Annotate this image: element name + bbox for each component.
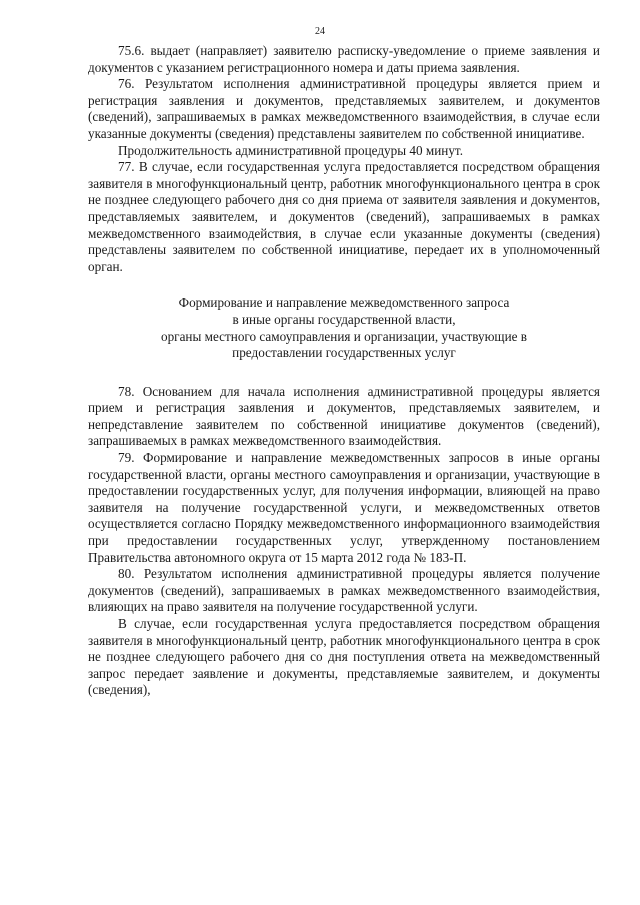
paragraph-77: 77. В случае, если государственная услуга предоставляется посредством обращения заявителя в многофункциональный центр, работник многофункционального центра в срок не позднее следующего рабочего дня со дня приема от заявителя заявления и документов, представляемых заявителем, и документов (сведений), запрашиваемых в рамках межведомственного взаимодействия, в случае если указанные документы (сведения) представлены заявителем по собственной инициативе, передает их в уполномоченный орган. xyxy=(88,159,600,274)
paragraph-75-6: 75.6. выдает (направляет) заявителю расписку-уведомление о приеме заявления и документов с указанием регистрационного номера и даты приема заявления. xyxy=(88,43,600,75)
section-heading xyxy=(88,295,600,361)
paragraph-80: 80. Результатом исполнения административной процедуры является получение документов (сведений), запрашиваемых в рамках межведомственного взаимодействия, влияющих на право заявителя на получение государственной услуги. xyxy=(88,566,600,615)
document-body xyxy=(88,43,600,699)
page-number: 24 xyxy=(315,26,325,37)
section-heading-line: предоставлении государственных услуг xyxy=(232,345,456,361)
paragraph-79: 79. Формирование и направление межведомственных запросов в иные органы государственной власти, органы местного самоуправления и организации, участвующие в предоставлении государственных услуг, для получения информации, влияющей на право заявителя на получение государственной услуги, и межведомственных ответов осуществляется согласно Порядку межведомственного информационного взаимодействия при предоставлении государственных услуг, утвержденному постановлением Правительства автономного округа от 15 марта 2012 года № 183-П. xyxy=(88,450,600,565)
paragraph-76-duration: Продолжительность административной процедуры 40 минут. xyxy=(118,142,463,158)
section-heading-line: Формирование и направление межведомственного запроса xyxy=(178,295,510,311)
paragraph-80-mfc: В случае, если государственная услуга предоставляется посредством обращения заявителя в многофункциональный центр, работник многофункционального центра в срок не позднее следующего рабочего дня со дня поступления ответа на межведомственный запрос передает заявление и документы, представляемые заявителем, и документы (сведения), xyxy=(88,616,600,698)
section-heading-line: в иные органы государственной власти, xyxy=(232,311,456,327)
section-heading-line: органы местного самоуправления и организации, участвующие в xyxy=(160,328,528,344)
paragraph-76: 76. Результатом исполнения административной процедуры является прием и регистрация заявления и документов, представляемых заявителем, и документов (сведений), запрашиваемых в рамках межведомственного взаимодействия, в случае если указанные документы (сведения) представлены заявителем по собственной инициативе. xyxy=(88,76,600,141)
paragraph-78: 78. Основанием для начала исполнения административной процедуры является прием и регистрация заявления и документов, представляемых заявителем, и непредставление заявителем по собственной инициативе документов (сведений), запрашиваемых в рамках межведомственного взаимодействия. xyxy=(88,383,600,449)
